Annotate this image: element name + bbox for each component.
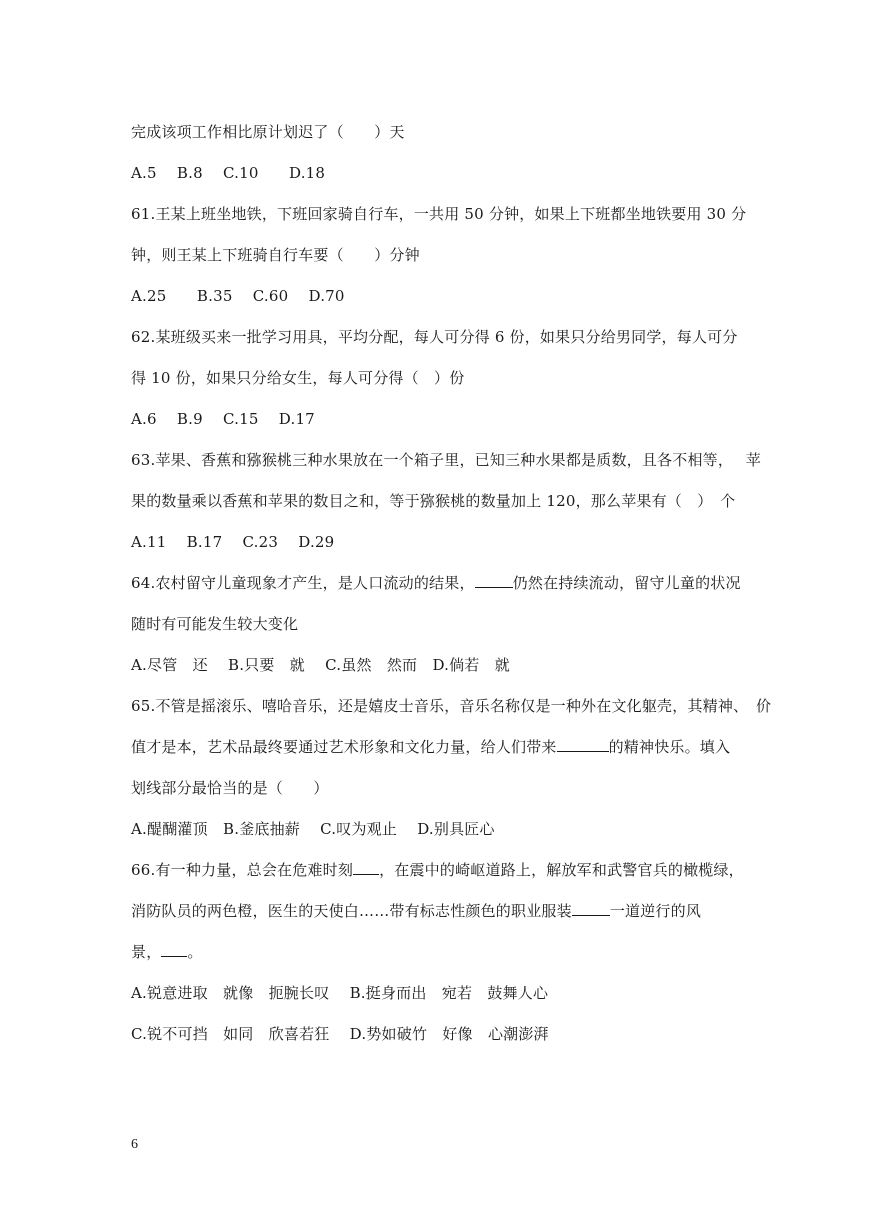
fill-in-blank xyxy=(353,860,379,875)
fill-in-blank xyxy=(572,901,610,916)
text-line xyxy=(131,245,420,265)
text-segment: 63.苹果、香蕉和猕猴桃三种水果放在一个箱子里，已知三种水果都是质数，且各不相等， 苹 xyxy=(131,451,761,469)
text-line xyxy=(131,655,510,675)
text-segment: 景， xyxy=(131,943,162,961)
text-line xyxy=(131,163,325,183)
text-segment: 消防队员的两色橙，医生的天使白……带有标志性颜色的职业服装 xyxy=(131,902,572,920)
text-segment: 值才是本，艺术品最终要通过艺术形象和文化力量，给人们带来 xyxy=(131,738,557,756)
text-segment: 。 xyxy=(187,943,203,961)
text-line xyxy=(131,532,334,552)
text-segment: 64.农村留守儿童现象才产生，是人口流动的结果， xyxy=(131,574,475,592)
text-segment: 一道逆行的风 xyxy=(609,902,702,920)
text-segment: 仍然在持续流动，留守儿童的状况 xyxy=(512,574,741,592)
text-segment: 划线部分最恰当的是（ ） xyxy=(131,779,329,797)
text-line xyxy=(131,737,730,757)
text-line xyxy=(131,901,701,921)
text-segment: 得 10 份，如果只分给女生，每人可分得（ ）份 xyxy=(131,369,465,387)
text-line xyxy=(131,491,735,511)
text-line xyxy=(131,819,495,839)
text-segment: A.25 B.35 C.60 D.70 xyxy=(131,287,345,305)
text-line xyxy=(131,942,203,962)
text-line xyxy=(131,327,738,347)
text-line xyxy=(131,1024,549,1044)
text-segment: 61.王某上班坐地铁，下班回家骑自行车，一共用 50 分钟，如果上下班都坐地铁要用 30 分 xyxy=(131,205,747,223)
text-segment: 66.有一种力量，总会在危难时刻 xyxy=(131,861,354,879)
text-line xyxy=(131,204,746,224)
fill-in-blank xyxy=(475,573,513,588)
text-line xyxy=(131,450,761,470)
text-segment: 完成该项工作相比原计划迟了（ ）天 xyxy=(131,123,405,141)
page-number: 6 xyxy=(131,1137,138,1152)
text-segment: A.锐意进取 就像 扼腕长叹 B.挺身而出 宛若 鼓舞人心 xyxy=(131,984,549,1002)
text-line xyxy=(131,778,329,798)
text-segment: A.11 B.17 C.23 D.29 xyxy=(131,533,335,551)
text-segment: ，在震中的崎岖道路上，解放军和武警官兵的橄榄绿， xyxy=(379,861,744,879)
text-segment: 的精神快乐。填入 xyxy=(608,738,731,756)
text-line xyxy=(131,983,548,1003)
text-segment: 62.某班级买来一批学习用具，平均分配，每人可分得 6 份，如果只分给男同学，每人可分 xyxy=(131,328,738,346)
text-segment: A.尽管 还 B.只要 就 C.虽然 然而 D.倘若 就 xyxy=(131,656,510,674)
text-segment: A.5 B.8 C.10 D.18 xyxy=(131,164,326,182)
text-segment: 随时有可能发生较大变化 xyxy=(131,615,299,633)
text-segment: 钟，则王某上下班骑自行车要（ ）分钟 xyxy=(131,246,420,264)
text-line xyxy=(131,368,464,388)
text-line xyxy=(131,860,744,880)
text-line xyxy=(131,614,298,634)
fill-in-blank xyxy=(161,942,187,957)
text-segment: A.6 B.9 C.15 D.17 xyxy=(131,410,315,428)
text-segment: 果的数量乘以香蕉和苹果的数目之和，等于猕猴桃的数量加上 120，那么苹果有（ ） 个 xyxy=(131,492,736,510)
text-line xyxy=(131,122,405,142)
text-line xyxy=(131,409,315,429)
text-segment: A.醍醐灌顶 B.釜底抽薪 C.叹为观止 D.别具匠心 xyxy=(131,820,495,838)
fill-in-blank xyxy=(557,737,609,752)
text-line xyxy=(131,573,741,593)
text-segment: C.锐不可挡 如同 欣喜若狂 D.势如破竹 好像 心潮澎湃 xyxy=(131,1025,549,1043)
text-line xyxy=(131,696,771,716)
text-segment: 65.不管是摇滚乐、嘻哈音乐，还是嬉皮士音乐，音乐名称仅是一种外在文化躯壳，其精神、 价 xyxy=(131,697,772,715)
text-line xyxy=(131,286,345,306)
